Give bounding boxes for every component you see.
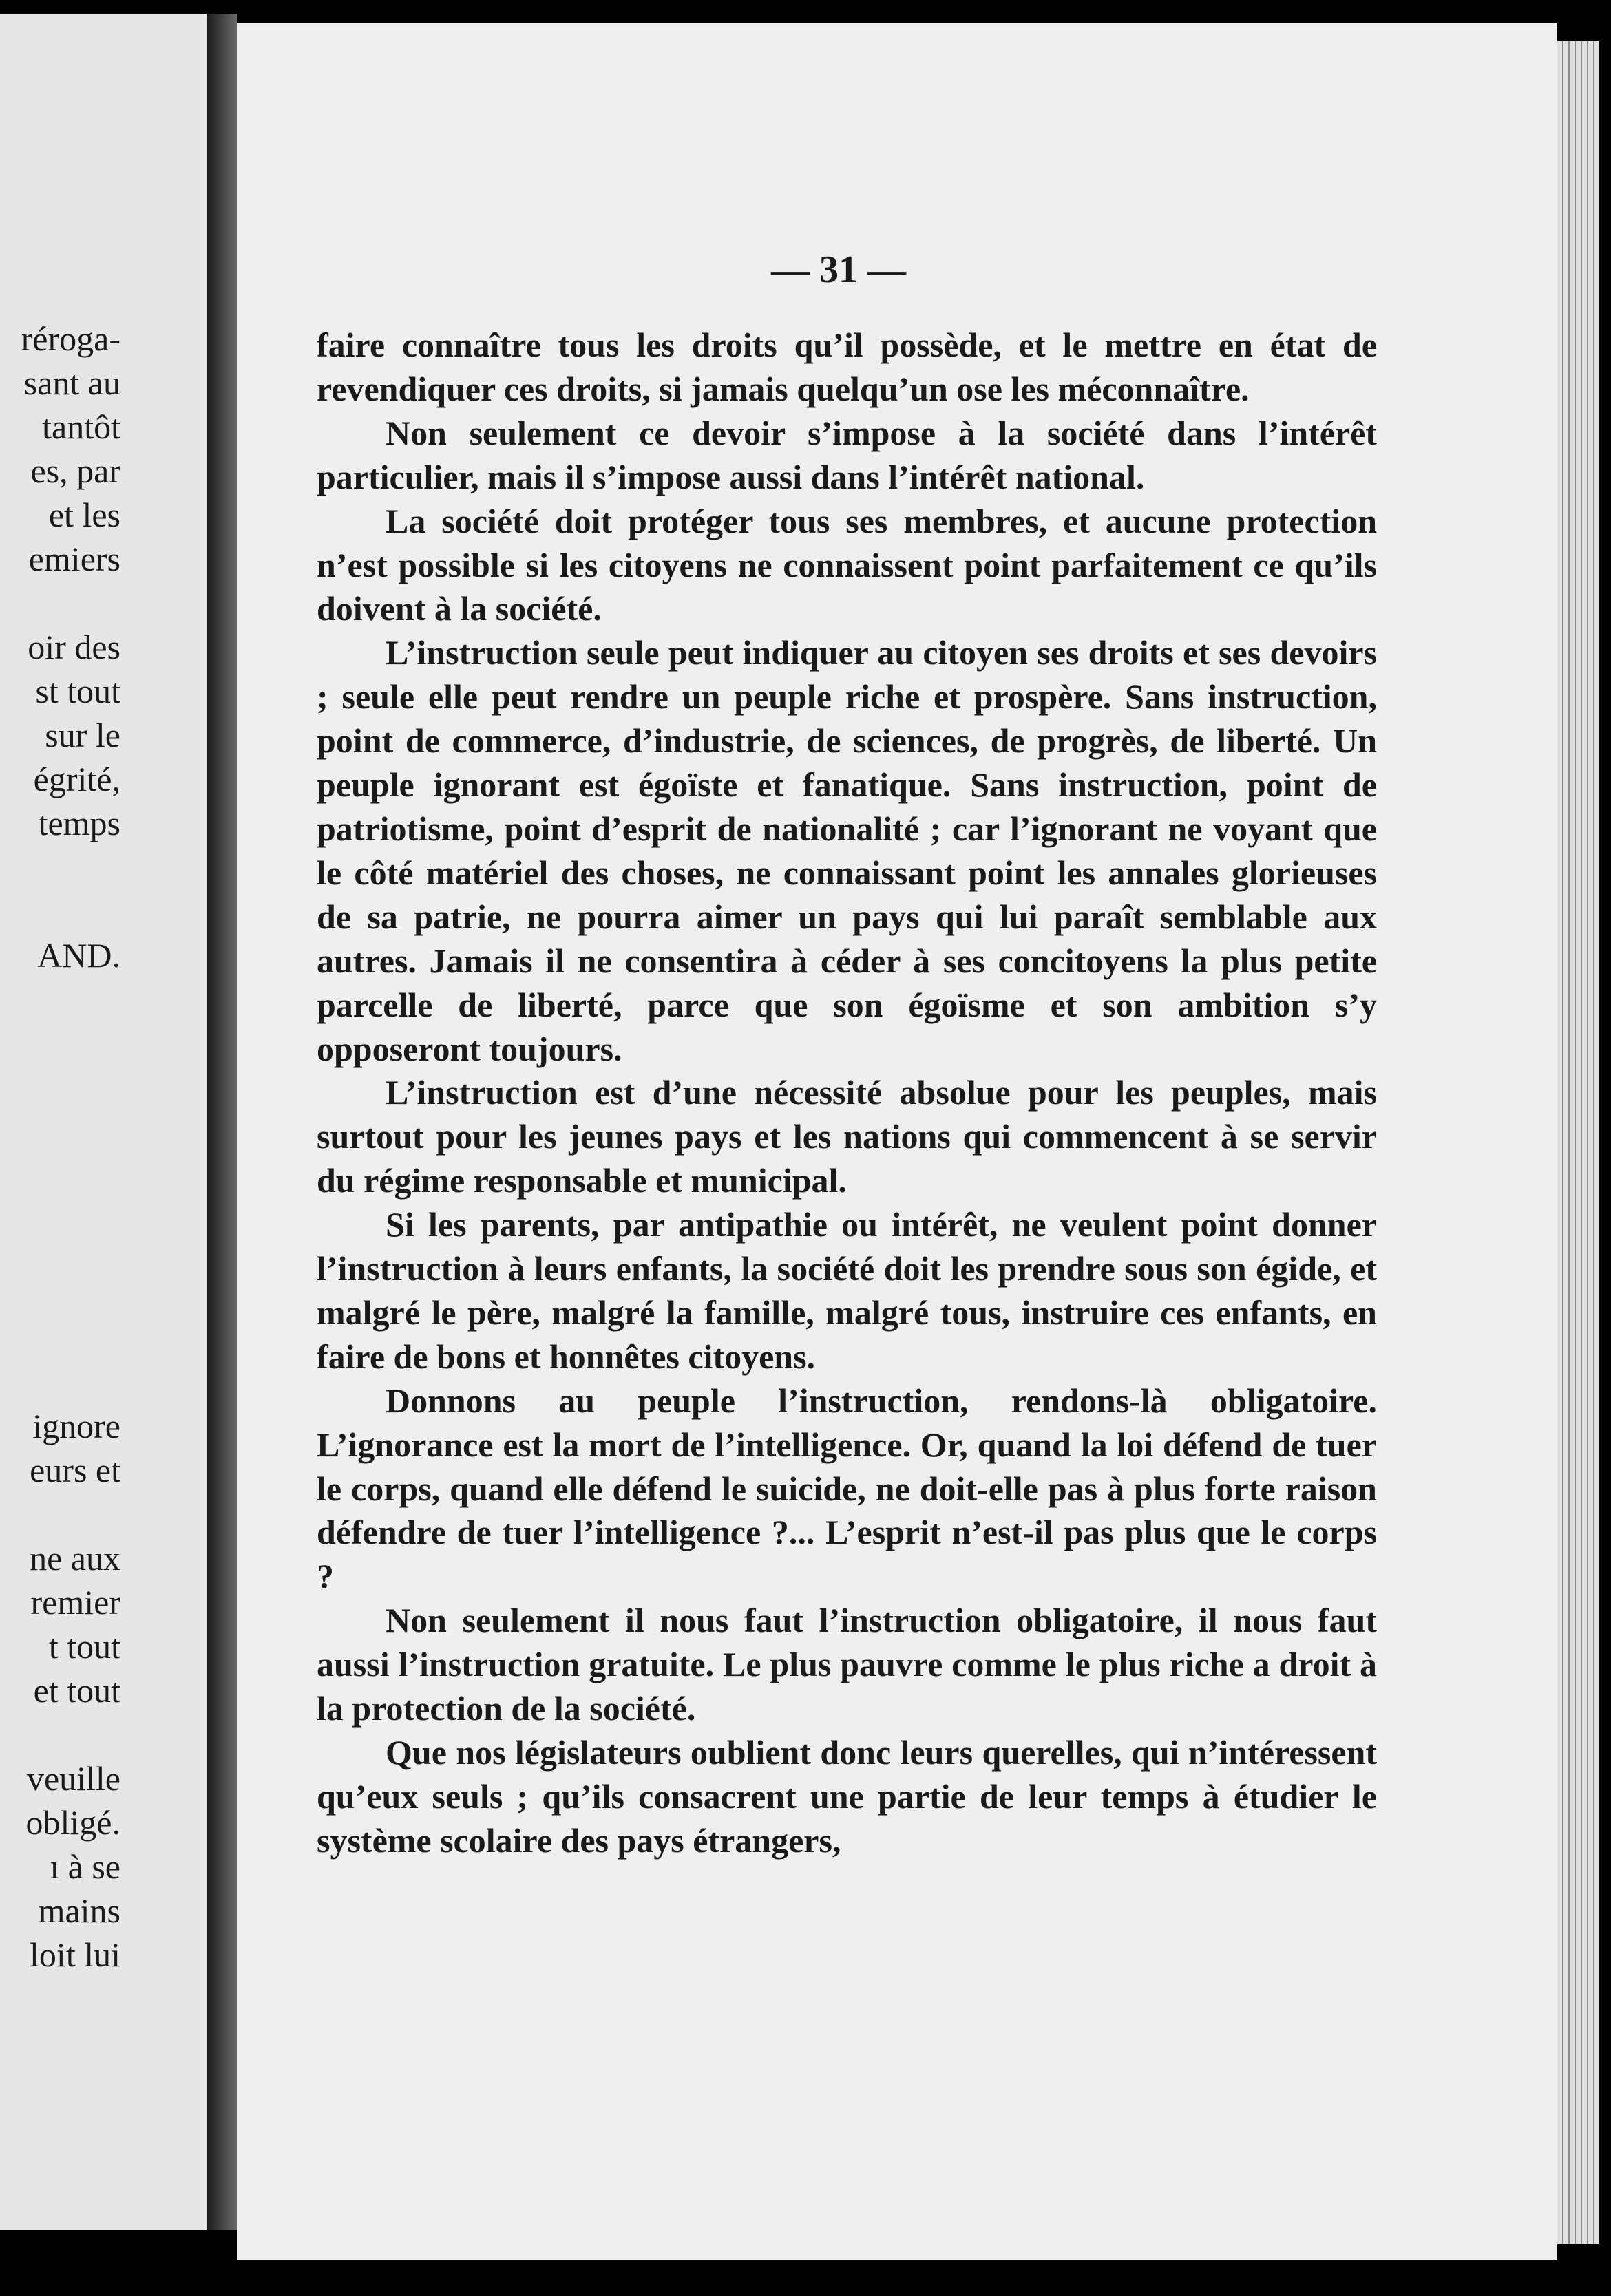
page-body [317,323,1377,1863]
left-line: AND. [37,936,120,975]
left-line: es, par [30,451,120,490]
paragraph: L’instruction est d’une nécessité absolue pour les peuples, mais surtout pour les jeunes pays et les nations qui commencent à se servir du régime responsable et municipal. [317,1073,1377,1200]
left-line: obligé. [25,1803,120,1842]
left-line: sant au [23,363,120,402]
left-line: remier [30,1583,120,1622]
left-line: ignore [32,1407,120,1445]
left-line: emiers [28,540,120,578]
left-line: tantôt [42,407,120,446]
left-line: égrité, [33,760,120,798]
left-page-text [0,317,120,1977]
page-edges [1557,41,1599,2244]
left-line: mains [38,1891,120,1930]
paragraph: Que nos législateurs oublient donc leurs querelles, qui n’intéressent qu’eux seuls ; qu’ils consacrent une partie de leur temps à étudier le système scolaire des pays étrangers, [317,1733,1377,1860]
paragraph: faire connaître tous les droits qu’il possède, et le mettre en état de revendiquer ces droits, si jamais quelqu’un ose les méconnaître. [317,326,1377,408]
left-line: rérogа- [21,319,120,358]
left-line: loit lui [30,1935,120,1974]
left-line: ne aux [30,1539,120,1577]
left-line: veuille [26,1759,120,1798]
paragraph: Si les parents, par antipathie ou intérêt, ne veulent point donner l’instruction à leurs enfants, la société doit les prendre sous son égide, et malgré le père, malgré la famille, malgré tous, instruire ces enfants, en faire de bons et honnêtes citoyens. [317,1205,1377,1376]
page-number: — 31 — [771,248,906,291]
left-page-fragment [0,14,207,2230]
book-gutter [207,14,237,2230]
left-line: et tout [33,1671,120,1710]
left-line: temps [38,804,120,842]
left-line: sur le [45,716,120,754]
paragraph: Non seulement il nous faut l’instruction obligatoire, il nous faut aussi l’instruction gratuite. Le plus pauvre comme le plus riche a droit à la protection de la société. [317,1601,1377,1728]
left-line: oir des [28,628,120,666]
left-line: st tout [35,672,120,710]
paragraph: Non seulement ce devoir s’impose à la société dans l’intérêt particulier, mais il s’impose aussi dans l’intérêt national. [317,413,1377,496]
paragraph: L’instruction seule peut indiquer au citoyen ses droits et ses devoirs ; seule elle peut rendre un peuple riche et prospère. Sans instruction, point de commerce, d’industrie, de sciences, de progrès, de liberté. Un peuple ignorant est égoïste et fanatique. Sans instruction, point de patriotisme, point d’esprit de nationalité ; car l’ignorant ne voyant que le côté matériel des choses, ne connaissant point les annales glorieuses de sa patrie, ne pourra aimer un pays qui lui paraît semblable aux autres. Jamais il ne consentira à céder à ses concitoyens la plus petite parcelle de liberté, parce que son égoïsme et son ambition s’y opposeront toujours. [317,633,1377,1068]
paragraph: Donnons au peuple l’instruction, rendons-là obligatoire. L’ignorance est la mort de l’intelligence. Or, quand la loi défend de tuer le corps, quand elle défend le suicide, ne doit-elle pas à plus forte raison défendre de tuer l’intelligence ?... L’esprit n’est-il pas plus que le corps ? [317,1381,1377,1596]
left-line: et les [48,496,120,534]
left-line: ı à se [50,1847,120,1886]
left-line: t tout [48,1627,120,1666]
left-line: eurs et [30,1451,120,1489]
paragraph: La société doit protéger tous ses membres, et aucune protection n’est possible si les citoyens ne connaissent point parfaitement ce qu’ils doivent à la société. [317,501,1377,628]
